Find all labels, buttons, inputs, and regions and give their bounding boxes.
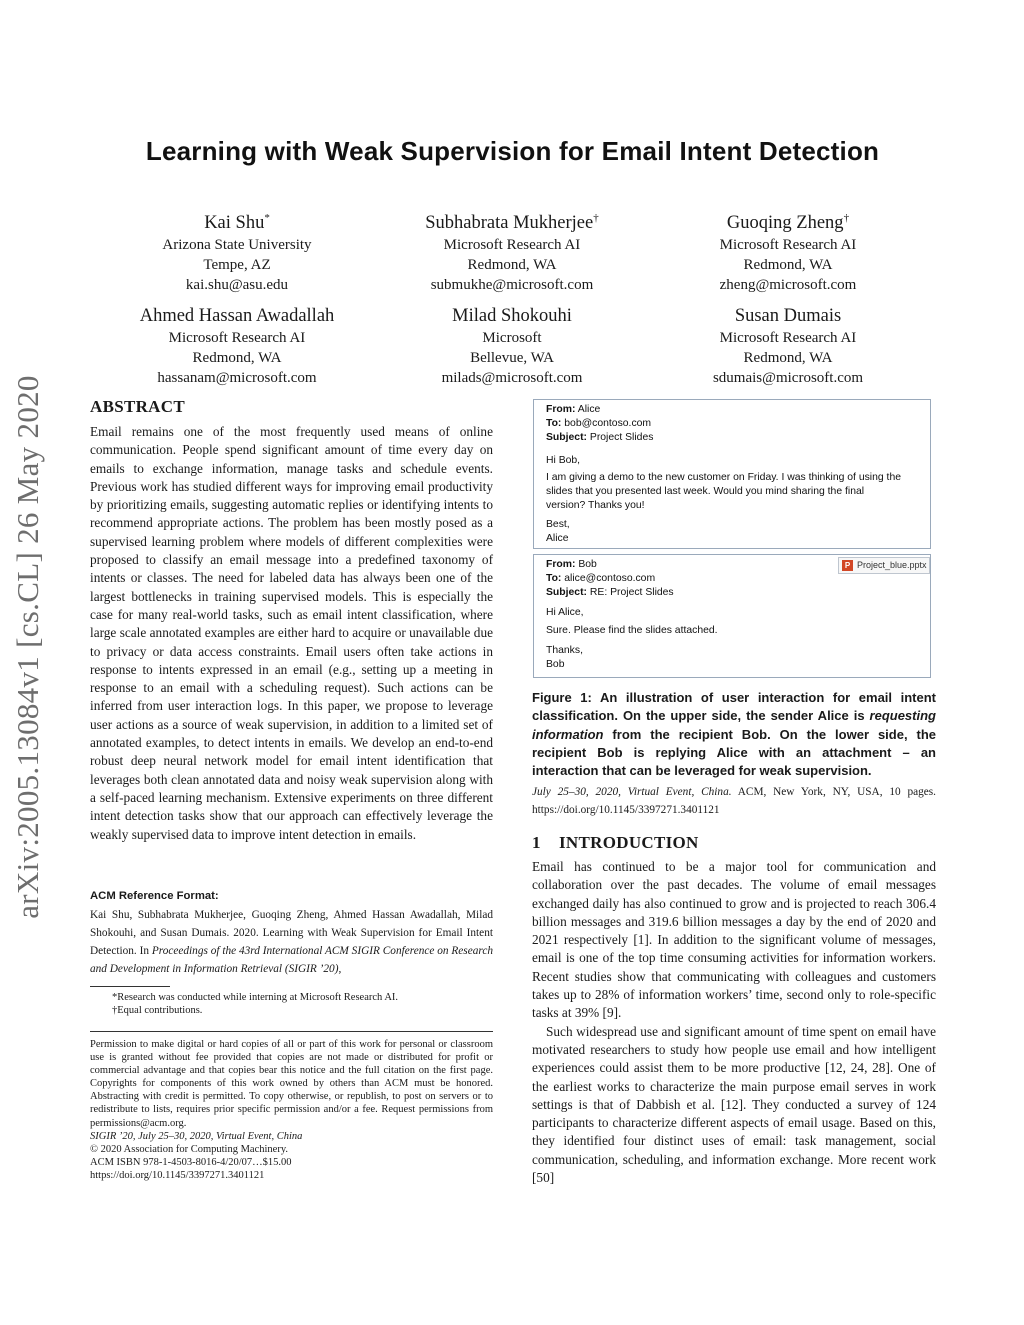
author-location: Redmond, WA [192, 350, 282, 366]
intro-paragraph: Email has continued to be a major tool for communication and collaboration over the past decades. The volume of email messages exchanged daily has also continued to grow and is projected to reach 306.4 billion messages and 319.6 billion messages a day by the end of 2020 and 2021 respectively [1]. In addition to the significant volume of messages, email is one of the top time consuming activities for information workers. Recent studies show that communicating with colleagues and customers takes up to 28% of information workers’ time, second only to role-specific tasks at 39% [9]. [532, 859, 936, 1021]
to-label: To: [546, 418, 562, 429]
subject-value: RE: Project Slides [589, 587, 674, 598]
permission-rule [90, 1031, 493, 1032]
author-name: Milad Shokouhi [452, 306, 572, 326]
acm-reference-tail: ACM, New York, NY, USA, 10 pages. https://doi.org/10.1145/3397271.3401121 [532, 786, 937, 816]
author-name: Subhabrata Mukherjee [425, 213, 594, 234]
email-from-row [546, 559, 597, 570]
author-email[interactable]: kai.shu@asu.edu [185, 277, 289, 294]
email-body-line: version? Thanks you! [546, 500, 645, 511]
author-mark: † [843, 212, 850, 224]
footnote-star: *Research was conducted while interning at Microsoft Research AI. [112, 992, 399, 1003]
to-label: To: [546, 573, 562, 584]
email-closing: Thanks, [546, 645, 583, 656]
from-value: Bob [578, 559, 597, 570]
permission-doi[interactable]: https://doi.org/10.1145/3397271.3401121 [90, 1169, 265, 1181]
abstract-text [90, 423, 493, 844]
acm-reference-proceedings: Proceedings of the 43rd International ACM SIGIR Conference on Research and Development in Information Retrieval (SIGIR ’20), [90, 945, 493, 975]
author-affiliation: Microsoft Research AI [719, 330, 857, 346]
acm-reference-plain: Kai Shu, Subhabrata Mukherjee, Guoqing Zheng, Ahmed Hassan Awadallah, Milad Shokouhi, and Susan Dumais. 2020. Learning with Weak Supervision for Email Intent Detection. In [90, 909, 493, 957]
author-location: Redmond, WA [467, 257, 557, 274]
author-affiliation: Microsoft Research AI [168, 330, 306, 346]
author-email[interactable]: hassanam@microsoft.com [157, 370, 317, 386]
author-email[interactable]: milads@microsoft.com [441, 370, 583, 386]
acm-reference-heading: ACM Reference Format: [90, 890, 219, 902]
to-value: bob@contoso.com [564, 418, 652, 429]
author-location: Redmond, WA [743, 350, 833, 366]
permission-block [90, 1038, 493, 1182]
permission-copyright: © 2020 Association for Computing Machinery. [90, 1143, 289, 1155]
email-subject-row [546, 432, 653, 443]
author-block [87, 206, 387, 295]
subject-label: Subject: [546, 432, 587, 443]
email-from-row [546, 404, 600, 415]
acm-reference-venue: July 25–30, 2020, Virtual Event, China. [532, 786, 732, 798]
author-affiliation: Arizona State University [162, 237, 312, 254]
figure-caption [532, 689, 936, 780]
author-block [87, 304, 387, 388]
email-request-panel [533, 399, 931, 549]
introduction-text [532, 858, 936, 1187]
author-block [362, 206, 662, 295]
author-mark: † [593, 212, 599, 224]
author-email[interactable]: zheng@microsoft.com [719, 277, 857, 294]
author-affiliation: Microsoft Research AI [443, 237, 581, 254]
footnote-dagger: †Equal contributions. [112, 1005, 203, 1016]
subject-value: Project Slides [589, 432, 654, 443]
arxiv-stamp: arXiv:2005.13084v1 [cs.CL] 26 May 2020 [10, 375, 45, 919]
permission-text: Permission to make digital or hard copies of all or part of this work for personal or classroom use is granted without fee provided that copies are not made or distributed for profit or commercial advantage and that copies bear this notice and the full citation on the first page. Copyrights for components of this work owned by others than ACM must be honored. Abstracting with credit is permitted. To copy otherwise, or republish, to post on servers or to redistribute to lists, requires prior specific permission and/or a fee. Request permissions from permissions@acm.org. [90, 1039, 493, 1129]
email-to-row [546, 573, 655, 584]
email-subject-row [546, 587, 674, 598]
author-email[interactable]: submukhe@microsoft.com [430, 277, 594, 294]
attachment-filename: Project_blue.pptx [857, 560, 927, 570]
author-name: Ahmed Hassan Awadallah [139, 306, 335, 326]
permission-isbn: ACM ISBN 978-1-4503-8016-4/20/07…$15.00 [90, 1156, 292, 1168]
author-mark: * [264, 212, 270, 224]
author-name: Susan Dumais [734, 306, 842, 326]
author-block [362, 304, 662, 388]
caption-emphasis: requesting information [532, 708, 936, 742]
acm-reference-text [90, 906, 493, 978]
author-affiliation: Microsoft [482, 330, 542, 346]
email-closing: Best, [546, 519, 570, 530]
email-signature: Alice [546, 533, 569, 544]
caption-text: Figure 1: An illustration of user interaction for email intent classification. On the upper side, the sender Alice is [532, 690, 936, 724]
from-value: Alice [577, 404, 601, 415]
email-greeting: Hi Alice, [546, 607, 584, 618]
to-value: alice@contoso.com [564, 573, 656, 584]
email-signature: Bob [546, 659, 565, 670]
from-label: From: [546, 404, 576, 415]
abstract-paragraph: Email remains one of the most frequently used means of online communication. People spend significant amount of time every day on emails to exchange information, manage tasks and schedule events. Previous work has studied different ways for improving email productivity by prioritizing emails, suggesting automatic replies or identifying intents to recommend appropriate actions. The problem has been mostly posed as a supervised learning problem where models of different complexities were proposed to classify an email message into a predefined taxonomy of intents or classes. The need for labeled data has always been one of the largest bottlenecks in training supervised models. This is especially the case for many real-world tasks, such as email intent classification, where large scale annotated examples are either hard to acquire or unavailable due to privacy or data access constraints. Email users often take actions in response to intents expressed in an email (e.g., setting up a meeting in response to an email with a scheduling request). Such actions can be inferred from user interaction logs. In this paper, we propose to leverage user actions as a source of weak supervision, in addition to a limited set of annotated examples, to detect intents in emails. We develop an end-to-end robust deep neural network model for email intent identification that leverages both clean annotated data and noisy weak supervision along with a self-paced learning mechanism. Extensive experiments on three different intent detection tasks show that our approach can effectively leverage the weakly supervised data to improve intent detection in emails. [90, 424, 493, 842]
author-affiliation: Microsoft Research AI [719, 237, 857, 254]
section-heading [532, 833, 936, 853]
author-location: Redmond, WA [743, 257, 833, 274]
author-name: Guoqing Zheng [726, 213, 844, 234]
email-body-line: Sure. Please find the slides attached. [546, 625, 718, 636]
intro-paragraph: Such widespread use and significant amount of time spent on email have motivated researchers to study how people use email and how intelligent experiences could assist them to be more productive [12, 24, 28]. One of the earliest works to characterize the main purpose email serves in work settings is that of Dabbish et al. [12]. They conducted a survey of 124 participants to characterize different aspects of email usage. Based on this, they identified four distinct uses of email: task management, social communication, scheduling, and information exchange. More recent work [50] [532, 1023, 936, 1186]
paper-title: Learning with Weak Supervision for Email Intent Detection [145, 136, 880, 166]
abstract-heading: ABSTRACT [90, 397, 185, 416]
caption-text: from the recipient Bob. On the lower side, the recipient Bob is replying Alice with an attachment – an interaction that can be leveraged for weak supervision. [532, 726, 936, 779]
author-location: Tempe, AZ [203, 257, 271, 274]
section-title: INTRODUCTION [559, 833, 699, 852]
email-reply-panel [533, 554, 931, 678]
author-block [638, 304, 938, 388]
email-body-line: slides that you presented last week. Would you mind sharing the final [546, 486, 865, 497]
author-name: Kai Shu [204, 213, 265, 234]
permission-venue: SIGIR ’20, July 25–30, 2020, Virtual Event, China [90, 1130, 303, 1142]
footnote-rule [90, 986, 170, 987]
author-location: Bellevue, WA [470, 350, 554, 366]
author-block [638, 206, 938, 295]
subject-label: Subject: [546, 587, 587, 598]
email-body-line: I am giving a demo to the new customer on Friday. I was thinking of using the [546, 472, 902, 483]
author-email[interactable]: sdumais@microsoft.com [712, 370, 864, 386]
attachment-chip[interactable] [838, 557, 930, 574]
email-to-row [546, 418, 651, 429]
powerpoint-icon: P [842, 560, 853, 571]
section-number: 1 [532, 833, 541, 852]
email-greeting: Hi Bob, [546, 455, 581, 466]
from-label: From: [546, 559, 576, 570]
acm-reference-continuation [532, 783, 936, 819]
